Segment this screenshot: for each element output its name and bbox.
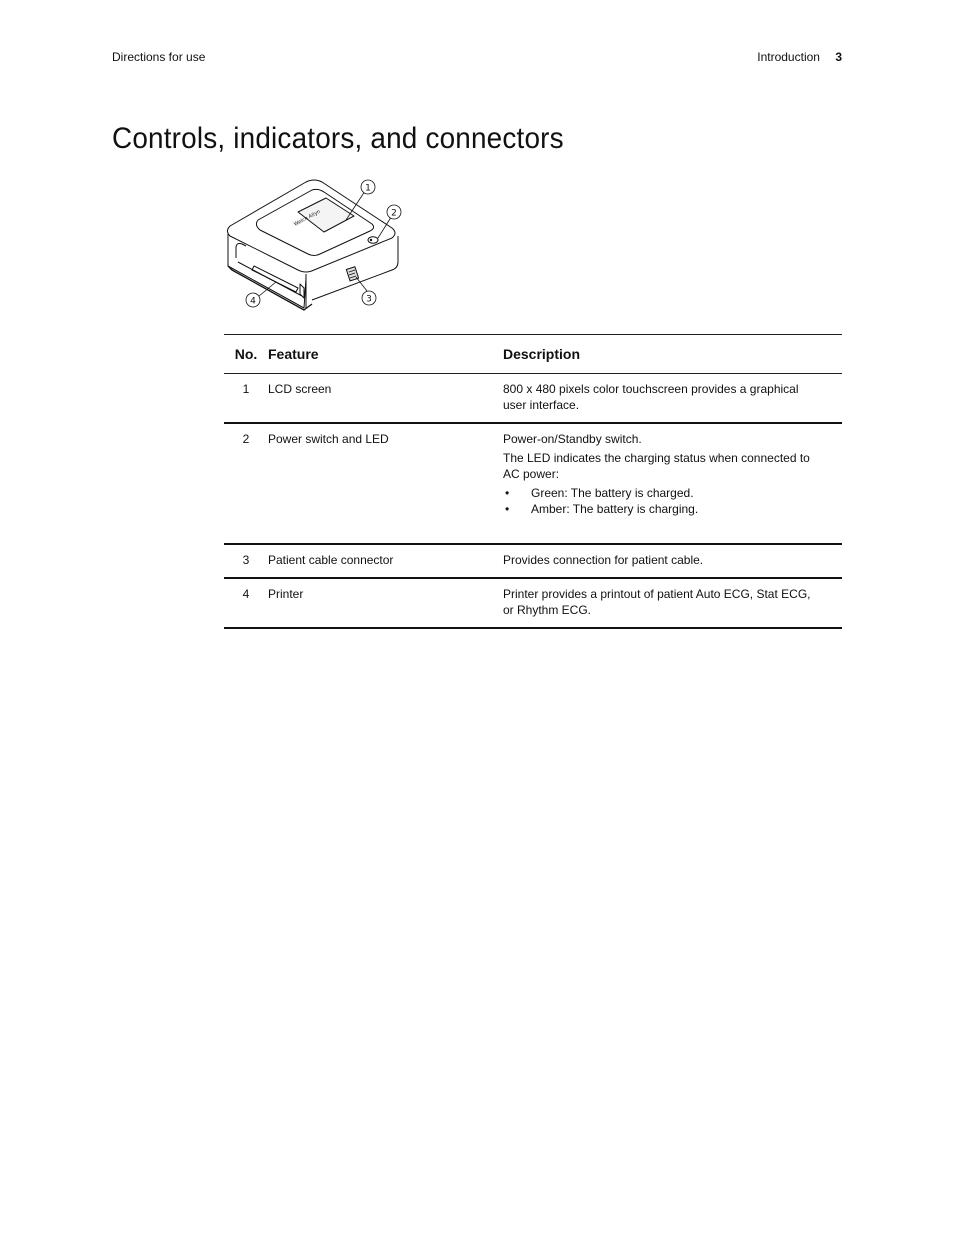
list-item xyxy=(503,501,822,517)
row-description: Printer provides a printout of patient Auto ECG, Stat ECG, or Rhythm ECG. xyxy=(503,578,842,628)
bullet-glyph: • xyxy=(505,486,510,500)
row-feature: LCD screen xyxy=(268,374,503,424)
row-feature: Patient cable connector xyxy=(268,544,503,578)
printer-slot xyxy=(252,266,298,292)
table-header-row xyxy=(224,335,842,374)
page-number: 3 xyxy=(835,50,842,64)
table-row xyxy=(224,423,842,544)
status-list xyxy=(503,485,822,517)
row-number: 2 xyxy=(224,423,268,544)
description-line: The LED indicates the charging status when connected to AC power: xyxy=(503,451,810,481)
row-number: 1 xyxy=(224,374,268,424)
row-description xyxy=(503,423,842,544)
header-description: Description xyxy=(503,335,842,374)
header-no: No. xyxy=(224,335,268,374)
page-title: Controls, indicators, and connectors xyxy=(112,122,564,155)
power-button xyxy=(368,237,378,244)
row-description: Provides connection for patient cable. xyxy=(503,544,842,578)
brand-logo: Welch Allyn xyxy=(293,208,322,228)
device-left-face xyxy=(228,234,306,308)
description-line: Power-on/Standby switch. xyxy=(503,432,642,446)
table-row xyxy=(224,374,842,424)
callout-2-label: 2 xyxy=(391,208,397,219)
table-row xyxy=(224,578,842,628)
list-item-text: Amber: The battery is charging. xyxy=(531,502,699,516)
section-name: Introduction xyxy=(757,50,820,64)
row-feature: Power switch and LED xyxy=(268,423,503,544)
device-illustration xyxy=(222,176,402,312)
callout-3-label: 3 xyxy=(366,294,372,305)
running-header-left: Directions for use xyxy=(112,50,206,64)
list-item-text: Green: The battery is charged. xyxy=(531,486,694,500)
callout-1-label: 1 xyxy=(365,183,371,194)
running-header-right xyxy=(757,50,842,64)
bullet-glyph: • xyxy=(505,502,510,516)
header-feature: Feature xyxy=(268,335,503,374)
row-number: 4 xyxy=(224,578,268,628)
table-row xyxy=(224,544,842,578)
row-feature: Printer xyxy=(268,578,503,628)
row-description: 800 x 480 pixels color touchscreen provides a graphical user interface. xyxy=(503,374,842,424)
row-number: 3 xyxy=(224,544,268,578)
list-item xyxy=(503,485,822,501)
callout-4-label: 4 xyxy=(250,296,256,307)
features-table xyxy=(224,334,842,629)
